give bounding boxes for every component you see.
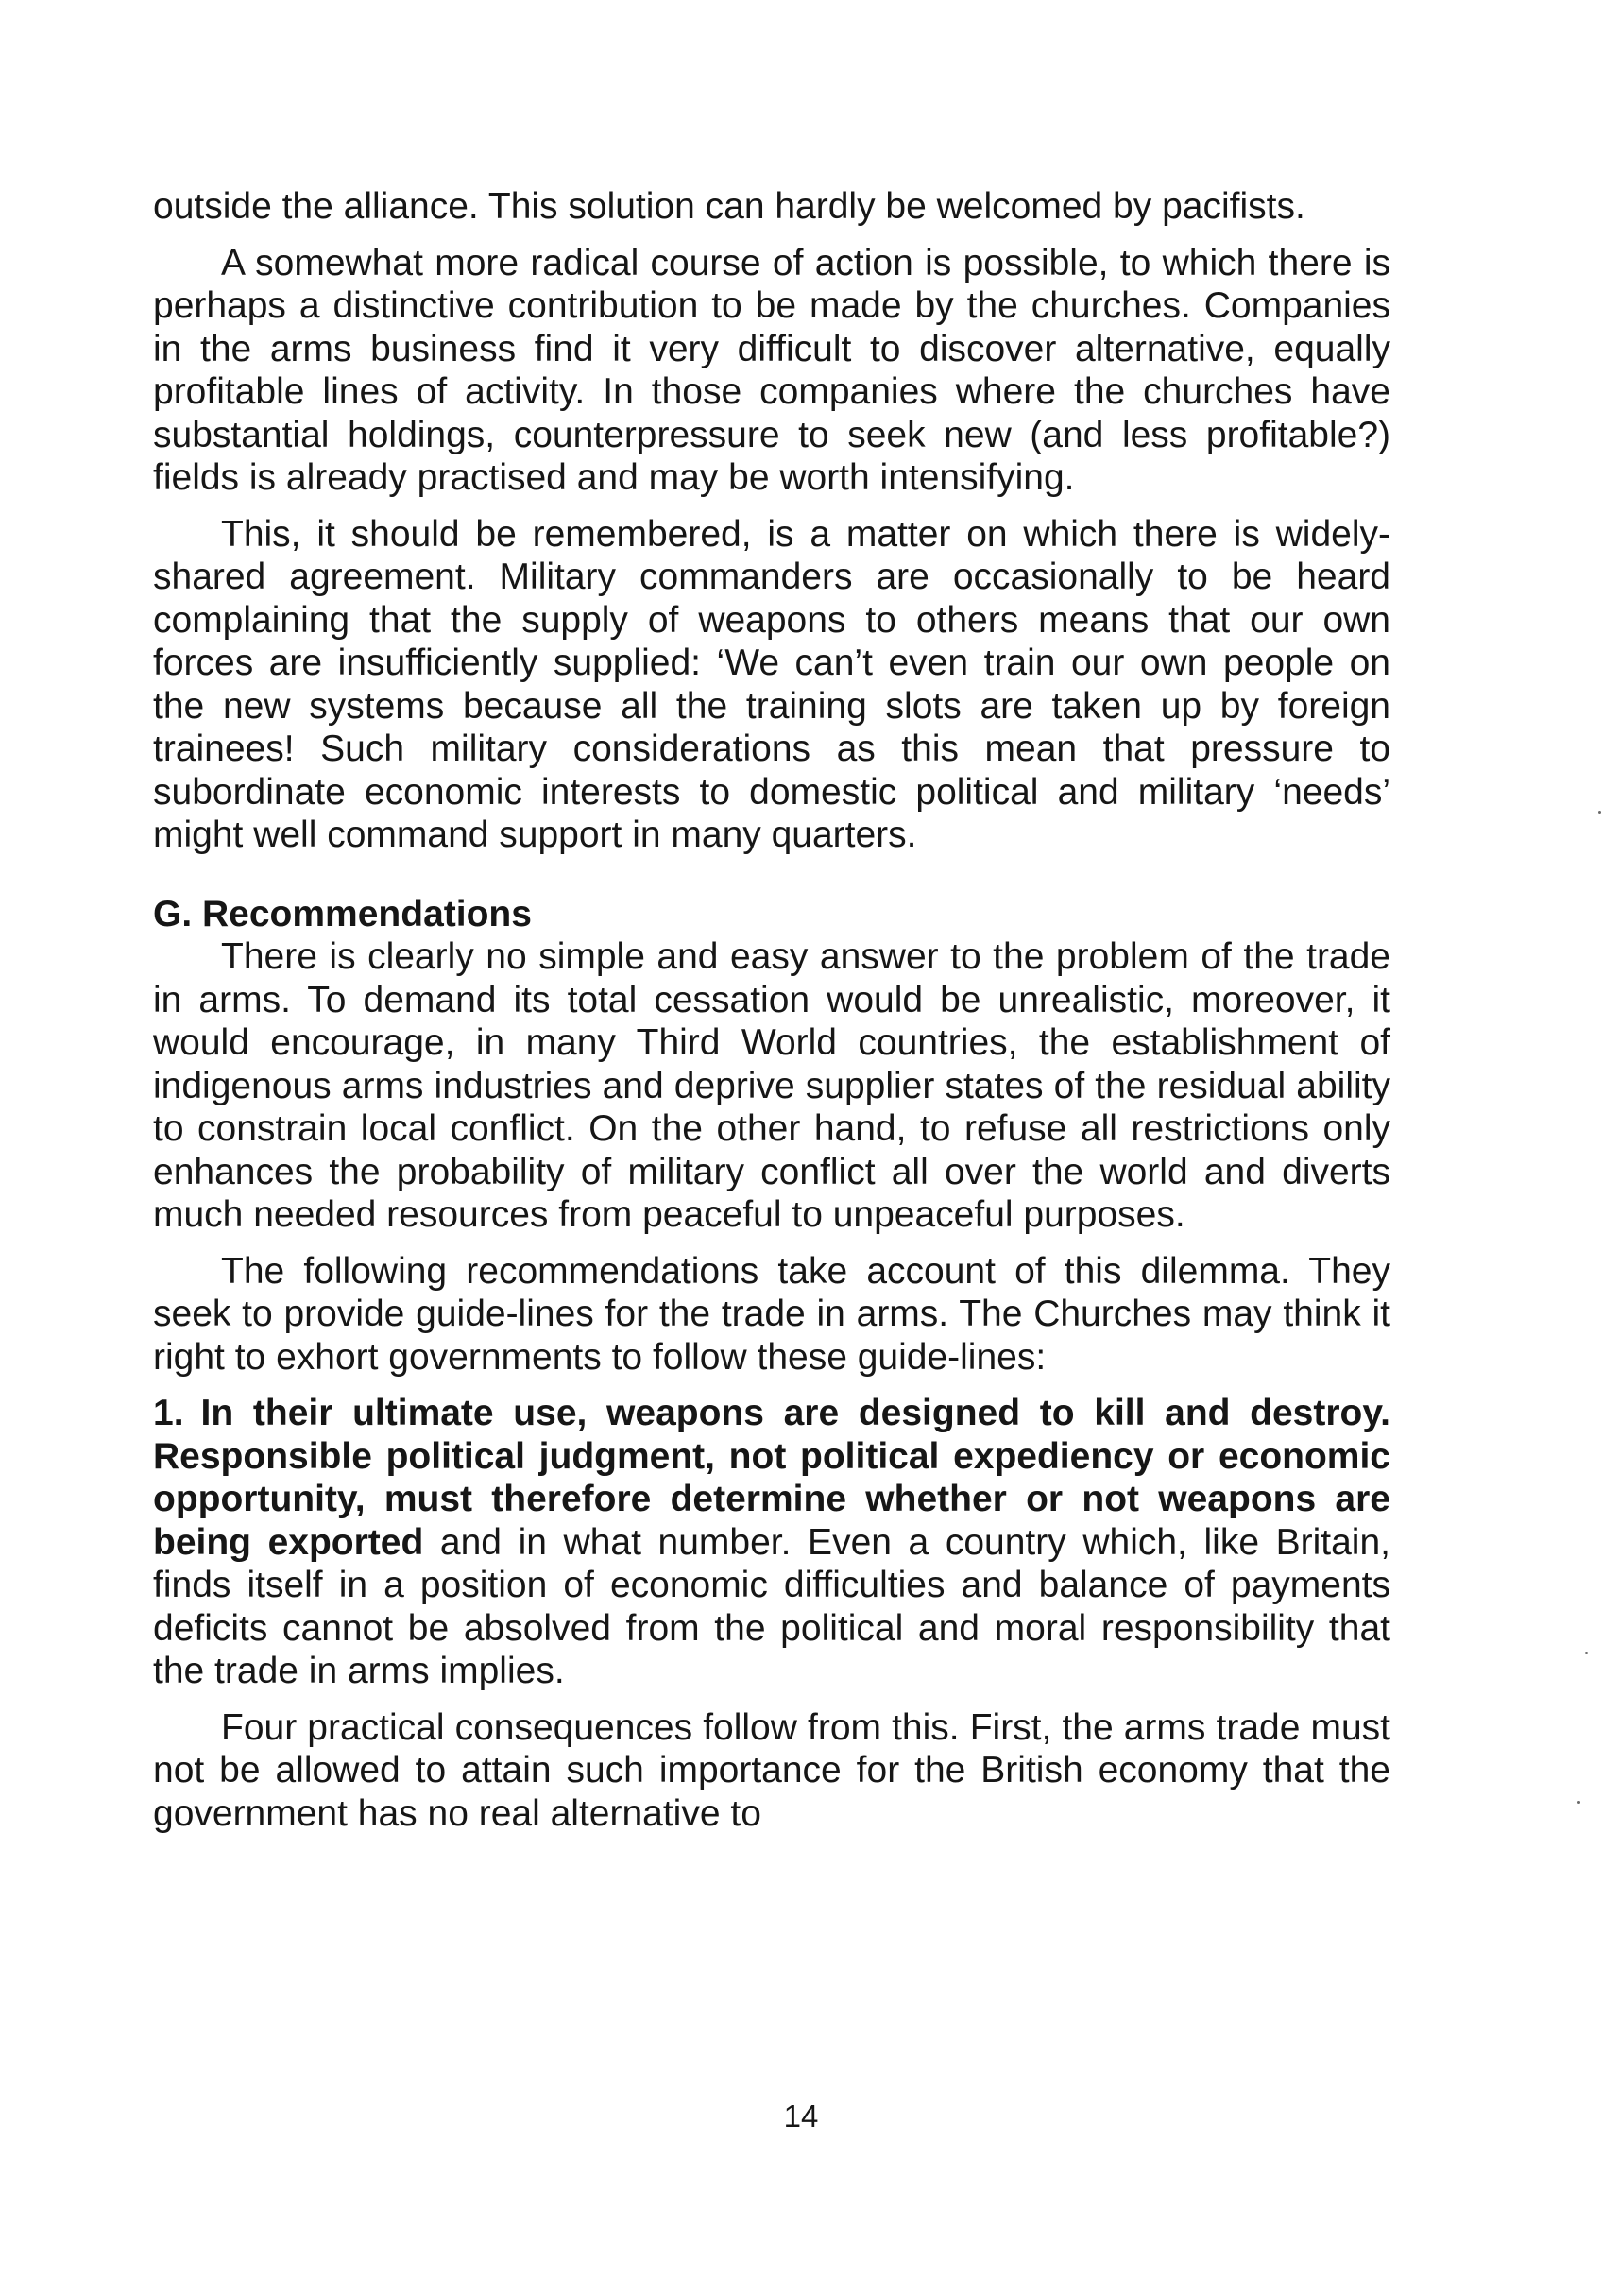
recommendation-1-bold-text: In their ultimate use, weapons are designed to kill and destroy. Responsible political judgment, not political expediency or economic opportunity, must therefore determine whether or not weapons are being exported (153, 1393, 1390, 1563)
paragraph-shared-agreement: This, it should be remembered, is a matter on which there is widely-shared agreement. Military commanders are occasionally to be heard complaining that the supply of weapons to others means that our own forces are insufficiently supplied: ‘We can’t even train our own people on the new systems because all the training slots are taken up by foreign trainees! Such military considerations as this mean that pressure to subordinate economic interests to domestic political and military ‘needs’ might well command support in many quarters. (153, 513, 1390, 855)
paragraph-alliance: outside the alliance. This solution can hardly be welcomed by pacifists. (153, 186, 1305, 227)
paragraph-following-recommendations: The following recommendations take account of this dilemma. They seek to provide guide-lines for the trade in arms. The Churches may think it right to exhort governments to follow these guide-lines: (153, 1250, 1390, 1378)
scan-speck (1598, 811, 1601, 814)
paragraph-radical-course: A somewhat more radical course of action is possible, to which there is perhaps a distinctive contribution to be made by the churches. Companies in the arms business find it very difficult to discover alternative, equally profitable lines of activity. In those companies where the churches have substantial holdings, counterpressure to seek new (and less profitable?) fields is already practised and may be worth intensifying. (153, 242, 1390, 498)
paragraph-practical-consequences: Four practical consequences follow from this. First, the arms trade must not be allowed to attain such importance for the British economy that the government has no real alternative to (153, 1706, 1390, 1834)
document-body (153, 185, 1390, 1848)
paragraph-no-simple-answer: There is clearly no simple and easy answer to the problem of the trade in arms. To demand its total cessation would be unrealistic, moreover, it would encourage, in many Third World countries, the establishment of indigenous arms industries and deprive supplier states of the residual ability to constrain local conflict. On the other hand, to refuse all restrictions only enhances the probability of military conflict all over the world and diverts much needed resources from peaceful to unpeaceful purposes. (153, 936, 1390, 1235)
section-heading-recommendations: G. Recommendations (153, 893, 532, 934)
scan-speck (1577, 1801, 1580, 1804)
recommendation-1 (153, 1392, 1390, 1693)
scan-speck (1585, 1652, 1588, 1654)
page-number: 14 (783, 2099, 819, 2133)
recommendation-1-number: 1. (153, 1393, 184, 1433)
recommendation-1-text: and in what number. Even a country which, like Britain, finds itself in a position of economic difficulties and balance of payments deficits cannot be absolved from the political and moral responsibility that the trade in arms implies. (153, 1521, 1390, 1691)
